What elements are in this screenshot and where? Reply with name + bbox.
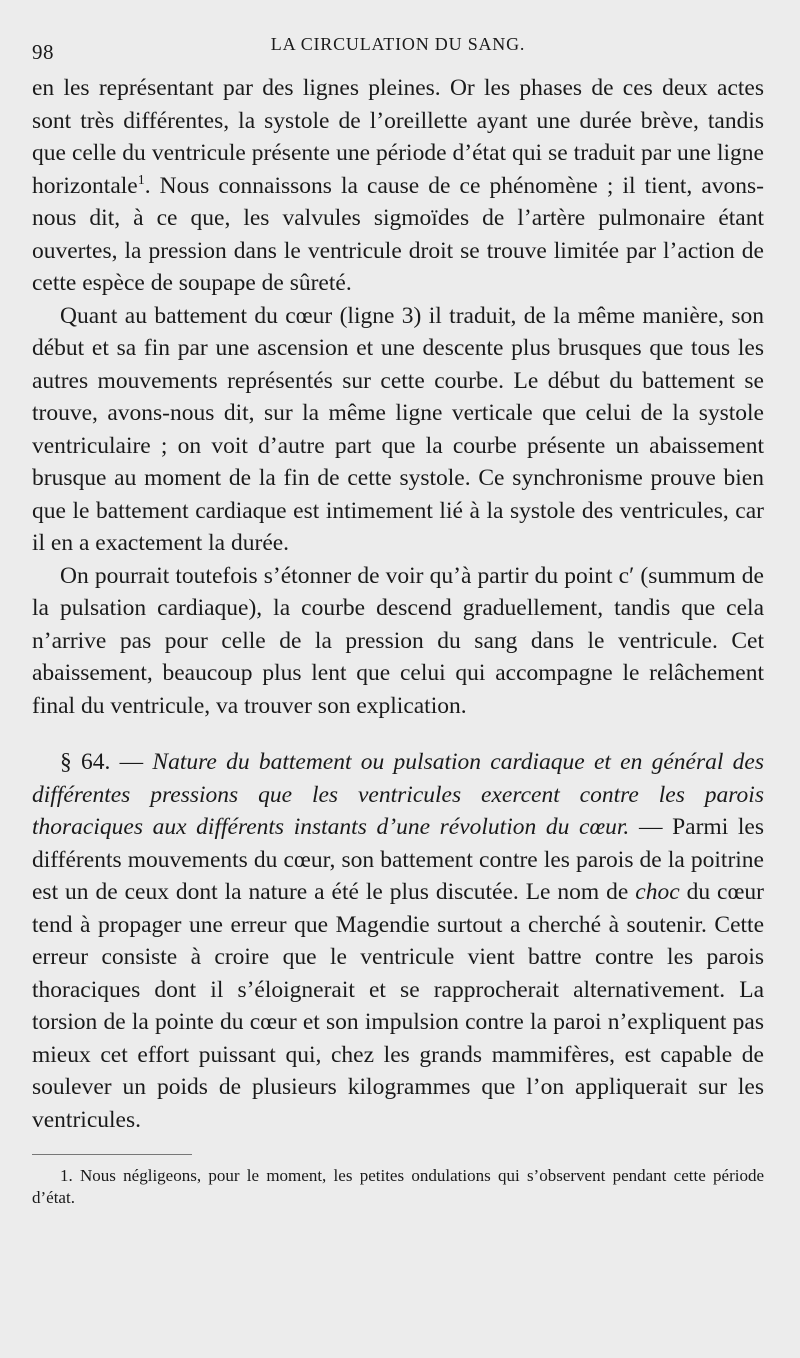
section-title: Nature du battement ou pulsation cardiaque et en général des différentes pressions que les ventricules exercent contre les parois thoraciques aux différents instants d’une révolution du cœur. <box>32 749 764 840</box>
paragraph-continuation <box>32 72 764 300</box>
paragraph-text: en les représentant par des lignes pleines. Or les phases de ces deux actes sont très différentes, la systole de l’oreillette ayant une durée brève, tandis que celle du ventricule présente une période d’état qui se traduit par une ligne horizontale <box>32 75 764 199</box>
footnote-text: 1. Nous négligeons, pour le moment, les petites ondulations qui s’observent pendant cette période d’état. <box>32 1166 764 1207</box>
section-text: du cœur tend à propager une erreur que Magendie surtout a cherché à soutenir. Cette erreur consiste à croire que le ventricule vient battre contre les parois thoraciques dont il s’éloignerait et se rapprocherait alternativement. La torsion de la pointe du cœur et son impulsion contre la paroi n’expliquent pas mieux cet effort puissant qui, chez les grands mammifères, est capable de soulever un poids de plusieurs kilogrammes que l’on appliquerait sur les ventricules. <box>32 879 764 1133</box>
body-text <box>32 72 764 1136</box>
emphasized-word: choc <box>635 879 680 905</box>
section-text: Parmi les différents mouvements du cœur, son battement contre les parois de la poitrine est un de ceux dont la nature a été le plus discutée. Le nom de <box>32 814 764 905</box>
paragraph-heartbeat: Quant au battement du cœur (ligne 3) il traduit, de la même manière, son début et sa fin par une ascension et une descente plus brusques que tous les autres mouvements représentés sur cette courbe. Le début du battement se trouve, avons-nous dit, sur la même ligne verticale que celui de la systole ventriculaire ; on voit d’autre part que la courbe présente un abaissement brusque au moment de la fin de cette systole. Ce synchronisme prouve bien que le battement cardiaque est intimement lié à la systole des ventricules, car il en a exactement la durée. <box>32 302 764 556</box>
section-spacer <box>32 722 764 746</box>
running-title: LA CIRCULATION DU SANG. <box>270 34 526 54</box>
section-number: § 64. — <box>60 749 153 775</box>
footnote-marker[interactable]: 1 <box>137 172 145 188</box>
page-header <box>32 30 764 72</box>
section-64 <box>32 746 764 1136</box>
paragraph-summit: On pourrait toutefois s’étonner de voir qu’à partir du point c′ (summum de la pulsation cardiaque), la courbe descend graduellement, tandis que cela n’arrive pas pour celle de la pression du sang dans le ventricule. Cet abaissement, beaucoup plus lent que celui qui accompagne le relâchement final du ventricule, va trouver son explication. <box>32 562 764 719</box>
page-number: 98 <box>32 40 54 64</box>
footnote-divider <box>32 1154 192 1155</box>
section-dash: — <box>629 814 673 840</box>
footnote <box>32 1165 764 1209</box>
paragraph-text: . Nous connaissons la cause de ce phénomène ; il tient, avons-nous dit, à ce que, les valvules sigmoïdes de l’artère pulmonaire étant ouvertes, la pression dans le ventricule droit se trouve limitée par l’action de cette espèce de soupape de sûreté. <box>32 172 764 296</box>
